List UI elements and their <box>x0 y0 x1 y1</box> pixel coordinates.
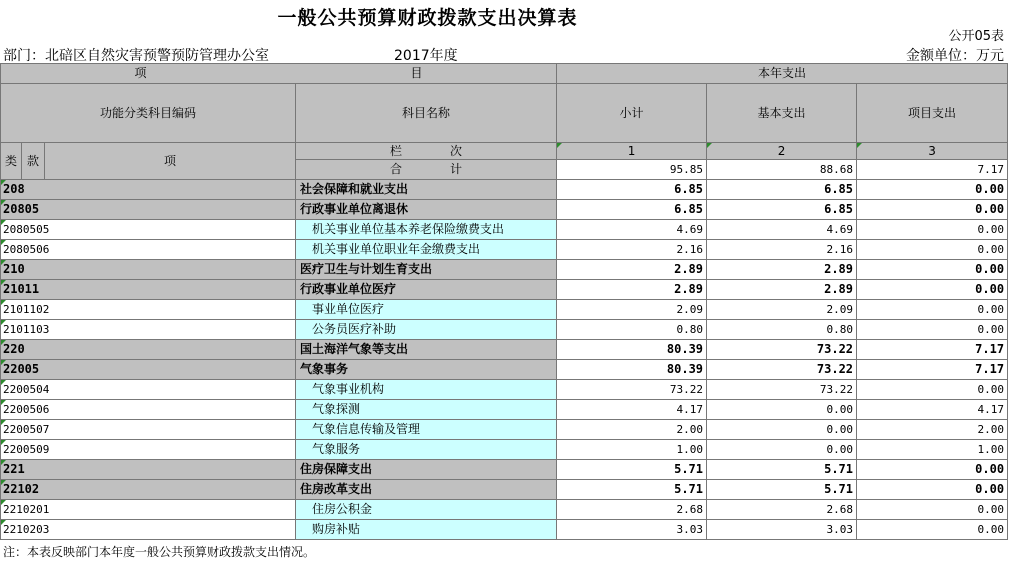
row-subject-name: 气象探测 <box>296 400 557 420</box>
header-item-cell: 项 目 <box>1 64 557 84</box>
table-row <box>1 480 1008 500</box>
row-subtotal: 2.09 <box>557 300 707 320</box>
row-code: 221 <box>1 460 296 480</box>
report-title: 一般公共预算财政拨款支出决算表 <box>277 7 578 29</box>
row-subject-name: 社会保障和就业支出 <box>296 180 557 200</box>
row-project: 0.00 <box>857 180 1008 200</box>
row-project: 0.00 <box>857 300 1008 320</box>
row-subject-name: 气象事务 <box>296 360 557 380</box>
row-code: 2101102 <box>1 300 296 320</box>
row-subtotal: 2.16 <box>557 240 707 260</box>
row-code: 2101103 <box>1 320 296 340</box>
row-code: 220 <box>1 340 296 360</box>
row-project: 0.00 <box>857 200 1008 220</box>
row-subtotal: 80.39 <box>557 340 707 360</box>
table-row <box>1 340 1008 360</box>
row-basic: 0.00 <box>707 440 857 460</box>
row-project: 1.00 <box>857 440 1008 460</box>
form-number: 公开05表 <box>948 29 1004 44</box>
row-basic: 2.16 <box>707 240 857 260</box>
col-number-1: 1 <box>557 143 707 160</box>
row-code: 2200506 <box>1 400 296 420</box>
row-basic: 0.80 <box>707 320 857 340</box>
row-basic: 2.09 <box>707 300 857 320</box>
total-basic: 88.68 <box>707 160 857 180</box>
header-xiang: 项 <box>45 143 296 180</box>
row-subject-name: 住房保障支出 <box>296 460 557 480</box>
table-row <box>1 380 1008 400</box>
table-row <box>1 420 1008 440</box>
row-subtotal: 2.89 <box>557 260 707 280</box>
row-subject-name: 气象服务 <box>296 440 557 460</box>
row-subtotal: 1.00 <box>557 440 707 460</box>
row-subtotal: 6.85 <box>557 200 707 220</box>
row-code: 2200504 <box>1 380 296 400</box>
table-row <box>1 360 1008 380</box>
table-row <box>1 520 1008 540</box>
row-code: 208 <box>1 180 296 200</box>
row-subject-name: 公务员医疗补助 <box>296 320 557 340</box>
row-subtotal: 3.03 <box>557 520 707 540</box>
table-row <box>1 240 1008 260</box>
row-project: 0.00 <box>857 220 1008 240</box>
row-subject-name: 国土海洋气象等支出 <box>296 340 557 360</box>
table-row <box>1 500 1008 520</box>
row-code: 21011 <box>1 280 296 300</box>
table-row <box>1 200 1008 220</box>
row-subtotal: 5.71 <box>557 460 707 480</box>
row-subtotal: 80.39 <box>557 360 707 380</box>
row-subtotal: 73.22 <box>557 380 707 400</box>
table-row <box>1 440 1008 460</box>
department-label: 部门：北碚区自然灾害预警预防管理办公室 <box>3 48 269 64</box>
total-subtotal: 95.85 <box>557 160 707 180</box>
row-code: 2200507 <box>1 420 296 440</box>
row-basic: 4.69 <box>707 220 857 240</box>
row-code: 2200509 <box>1 440 296 460</box>
row-project: 0.00 <box>857 380 1008 400</box>
row-basic: 5.71 <box>707 460 857 480</box>
header-subject-name: 科目名称 <box>296 84 557 143</box>
row-project: 0.00 <box>857 480 1008 500</box>
row-basic: 6.85 <box>707 180 857 200</box>
row-basic: 0.00 <box>707 400 857 420</box>
row-project: 0.00 <box>857 320 1008 340</box>
row-subtotal: 6.85 <box>557 180 707 200</box>
row-subject-name: 气象事业机构 <box>296 380 557 400</box>
row-subtotal: 2.89 <box>557 280 707 300</box>
footnote: 注：本表反映部门本年度一般公共预算财政拨款支出情况。 <box>3 545 316 559</box>
row-project: 0.00 <box>857 460 1008 480</box>
row-subject-name: 医疗卫生与计划生育支出 <box>296 260 557 280</box>
row-subject-name: 事业单位医疗 <box>296 300 557 320</box>
row-subtotal: 0.80 <box>557 320 707 340</box>
row-subject-name: 机关事业单位基本养老保险缴费支出 <box>296 220 557 240</box>
row-subtotal: 5.71 <box>557 480 707 500</box>
row-project: 0.00 <box>857 520 1008 540</box>
row-basic: 6.85 <box>707 200 857 220</box>
row-code: 20805 <box>1 200 296 220</box>
row-code: 210 <box>1 260 296 280</box>
header-lei: 类 <box>1 143 22 180</box>
amount-unit: 金额单位：万元 <box>906 48 1004 64</box>
header-func-code: 功能分类科目编码 <box>1 84 296 143</box>
row-basic: 2.89 <box>707 260 857 280</box>
row-project: 7.17 <box>857 360 1008 380</box>
row-code: 2210203 <box>1 520 296 540</box>
table-row <box>1 280 1008 300</box>
row-subject-name: 行政事业单位离退休 <box>296 200 557 220</box>
table-row <box>1 320 1008 340</box>
row-basic: 73.22 <box>707 360 857 380</box>
header-basic: 基本支出 <box>707 84 857 143</box>
row-subtotal: 4.17 <box>557 400 707 420</box>
row-subject-name: 住房改革支出 <box>296 480 557 500</box>
row-subject-name: 住房公积金 <box>296 500 557 520</box>
row-project: 2.00 <box>857 420 1008 440</box>
header-current-year: 本年支出 <box>557 64 1008 84</box>
total-project: 7.17 <box>857 160 1008 180</box>
header-lanci: 栏 次 <box>296 143 557 160</box>
row-code: 22102 <box>1 480 296 500</box>
header-project: 项目支出 <box>857 84 1008 143</box>
row-basic: 73.22 <box>707 380 857 400</box>
table-row <box>1 260 1008 280</box>
table-row <box>1 180 1008 200</box>
row-project: 0.00 <box>857 280 1008 300</box>
fiscal-year: 2017年度 <box>394 48 458 64</box>
row-basic: 5.71 <box>707 480 857 500</box>
col-number-2: 2 <box>707 143 857 160</box>
row-code: 2210201 <box>1 500 296 520</box>
row-code: 2080506 <box>1 240 296 260</box>
header-subtotal: 小计 <box>557 84 707 143</box>
row-basic: 73.22 <box>707 340 857 360</box>
row-basic: 2.68 <box>707 500 857 520</box>
row-code: 2080505 <box>1 220 296 240</box>
row-code: 22005 <box>1 360 296 380</box>
row-project: 4.17 <box>857 400 1008 420</box>
expenditure-table <box>0 63 1008 540</box>
row-subtotal: 4.69 <box>557 220 707 240</box>
row-project: 0.00 <box>857 260 1008 280</box>
row-subject-name: 购房补贴 <box>296 520 557 540</box>
table-row <box>1 220 1008 240</box>
row-subject-name: 机关事业单位职业年金缴费支出 <box>296 240 557 260</box>
total-label: 合 计 <box>296 160 557 180</box>
table-row <box>1 300 1008 320</box>
table-row <box>1 460 1008 480</box>
header-kuan: 款 <box>22 143 45 180</box>
row-basic: 2.89 <box>707 280 857 300</box>
row-subtotal: 2.00 <box>557 420 707 440</box>
table-row <box>1 400 1008 420</box>
col-number-3: 3 <box>857 143 1008 160</box>
row-subtotal: 2.68 <box>557 500 707 520</box>
row-basic: 0.00 <box>707 420 857 440</box>
row-subject-name: 行政事业单位医疗 <box>296 280 557 300</box>
row-basic: 3.03 <box>707 520 857 540</box>
row-project: 0.00 <box>857 240 1008 260</box>
row-project: 0.00 <box>857 500 1008 520</box>
row-subject-name: 气象信息传输及管理 <box>296 420 557 440</box>
row-project: 7.17 <box>857 340 1008 360</box>
